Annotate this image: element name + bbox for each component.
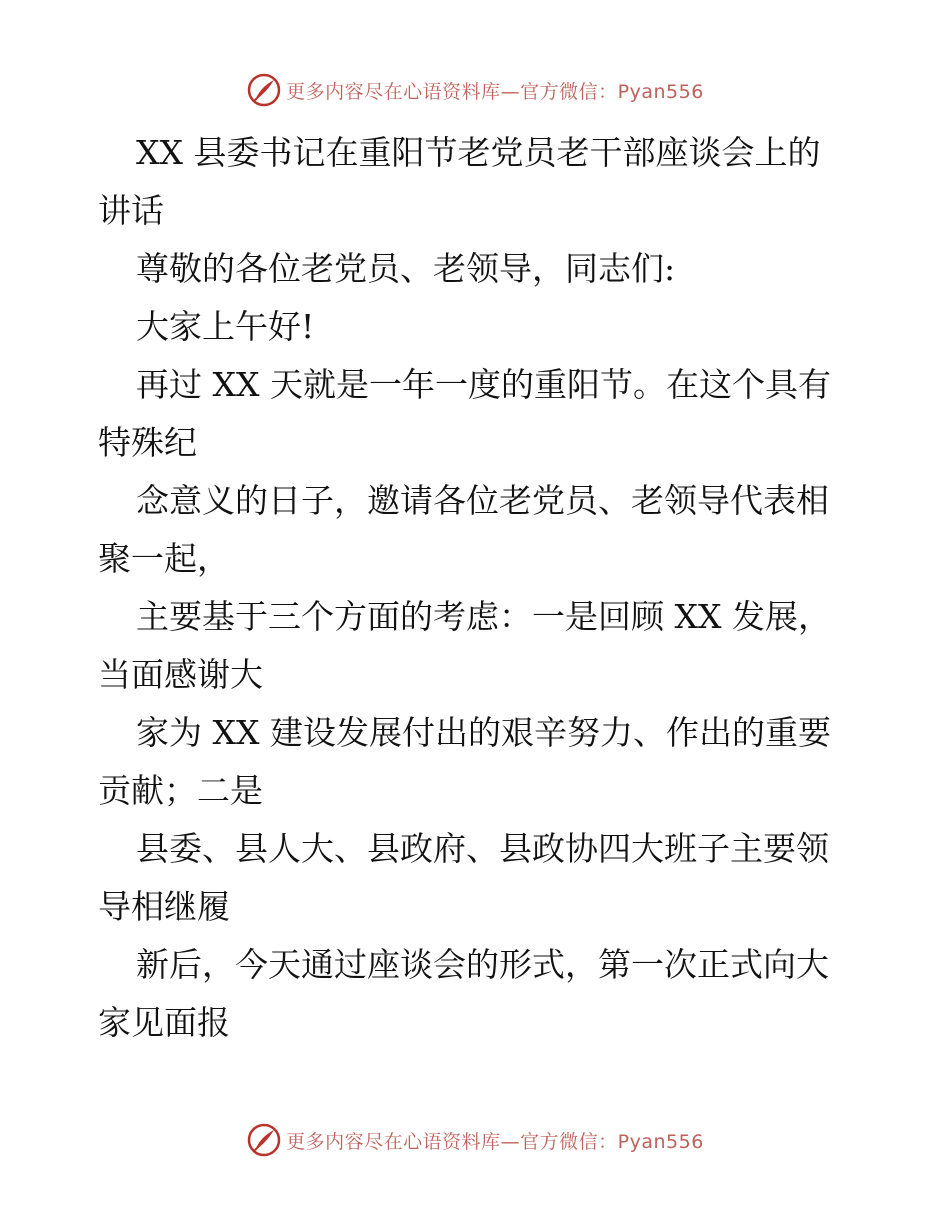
paragraph-line: XX 县委书记在重阳节老党员老干部座谈会上的	[136, 133, 821, 172]
header-banner-text: 更多内容尽在心语资料库—官方微信：Pyan556	[286, 80, 704, 103]
paragraph-line: 导相继履	[98, 887, 230, 926]
paragraph-line: 主要基于三个方面的考虑：一是回顾 XX 发展，	[136, 597, 831, 636]
paragraph-line: 聚一起，	[98, 539, 230, 578]
paragraph-line: 大家上午好!	[136, 307, 315, 346]
paragraph	[98, 704, 858, 820]
paragraph	[98, 588, 858, 704]
paragraph-line: 再过 XX 天就是一年一度的重阳节。在这个具有	[136, 365, 831, 404]
paragraph-line: 家为 XX 建设发展付出的艰辛努力、作出的重要	[136, 713, 831, 752]
header-banner	[0, 70, 950, 110]
paragraph-line: 特殊纪	[98, 423, 197, 462]
paragraph-line: 家见面报	[98, 1003, 230, 1042]
paragraph	[98, 124, 858, 240]
document-body	[98, 124, 858, 1052]
paragraph	[98, 298, 858, 356]
paragraph-line: 讲话	[98, 191, 164, 230]
quill-logo-icon	[246, 1122, 282, 1158]
paragraph	[98, 356, 858, 472]
paragraph-line: 念意义的日子，邀请各位老党员、老领导代表相	[136, 481, 829, 520]
footer-banner-text: 更多内容尽在心语资料库—官方微信：Pyan556	[286, 1130, 704, 1153]
paragraph-line: 县委、县人大、县政府、县政协四大班子主要领	[136, 829, 829, 868]
paragraph	[98, 472, 858, 588]
paragraph-line: 新后，今天通过座谈会的形式，第一次正式向大	[136, 945, 829, 984]
footer-banner	[0, 1120, 950, 1160]
paragraph-line: 贡献；二是	[98, 771, 263, 810]
paragraph	[98, 936, 858, 1052]
paragraph-line: 当面感谢大	[98, 655, 263, 694]
paragraph	[98, 820, 858, 936]
quill-logo-icon	[246, 72, 282, 108]
paragraph	[98, 240, 858, 298]
paragraph-line: 尊敬的各位老党员、老领导，同志们:	[136, 249, 676, 288]
